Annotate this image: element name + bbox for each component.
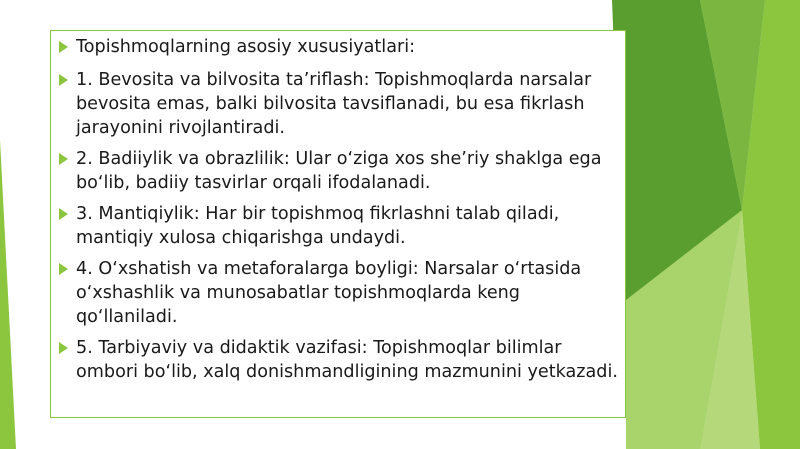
bullet-item-1	[59, 68, 619, 140]
bullet-arrow-icon	[59, 263, 68, 275]
bullet-arrow-icon	[59, 41, 68, 53]
bullet-item-5	[59, 336, 619, 384]
bullet-text: 1. Bevosita va bilvosita ta’riflash: Topishmoqlarda narsalar bevosita emas, balki bilvosita tavsiflanadi, bu esa fikrlash jarayonini rivojlantiradi.	[76, 70, 592, 138]
content-text-box	[50, 30, 626, 418]
bullet-arrow-icon	[59, 74, 68, 86]
bullet-item-2	[59, 147, 619, 195]
bullet-text: 2. Badiiylik va obrazlilik: Ular o‘ziga xos she’riy shaklga ega bo‘lib, badiiy tasvirlar orqali ifodalanadi.	[76, 149, 602, 193]
left-accent-strip	[0, 140, 16, 449]
bullet-text: 3. Mantiqiylik: Har bir topishmoq fikrlashni talab qiladi, mantiqiy xulosa chiqarishga undaydi.	[76, 204, 560, 248]
bullet-item-heading	[59, 35, 619, 59]
bullet-arrow-icon	[59, 342, 68, 354]
bullet-item-3	[59, 202, 619, 250]
bullet-text: 5. Tarbiyaviy va didaktik vazifasi: Topishmoqlar bilimlar ombori bo‘lib, xalq donishmandligining mazmunini yetkazadi.	[76, 338, 618, 382]
bullet-arrow-icon	[59, 208, 68, 220]
bullet-item-4	[59, 257, 619, 329]
bullet-text: Topishmoqlarning asosiy xususiyatlari:	[76, 37, 416, 57]
bullet-list	[59, 35, 619, 384]
bullet-arrow-icon	[59, 153, 68, 165]
bullet-text: 4. O‘xshatish va metaforalarga boyligi: Narsalar o‘rtasida o‘xshashlik va munosabatlar topishmoqlarda keng qo‘llaniladi.	[76, 259, 582, 327]
